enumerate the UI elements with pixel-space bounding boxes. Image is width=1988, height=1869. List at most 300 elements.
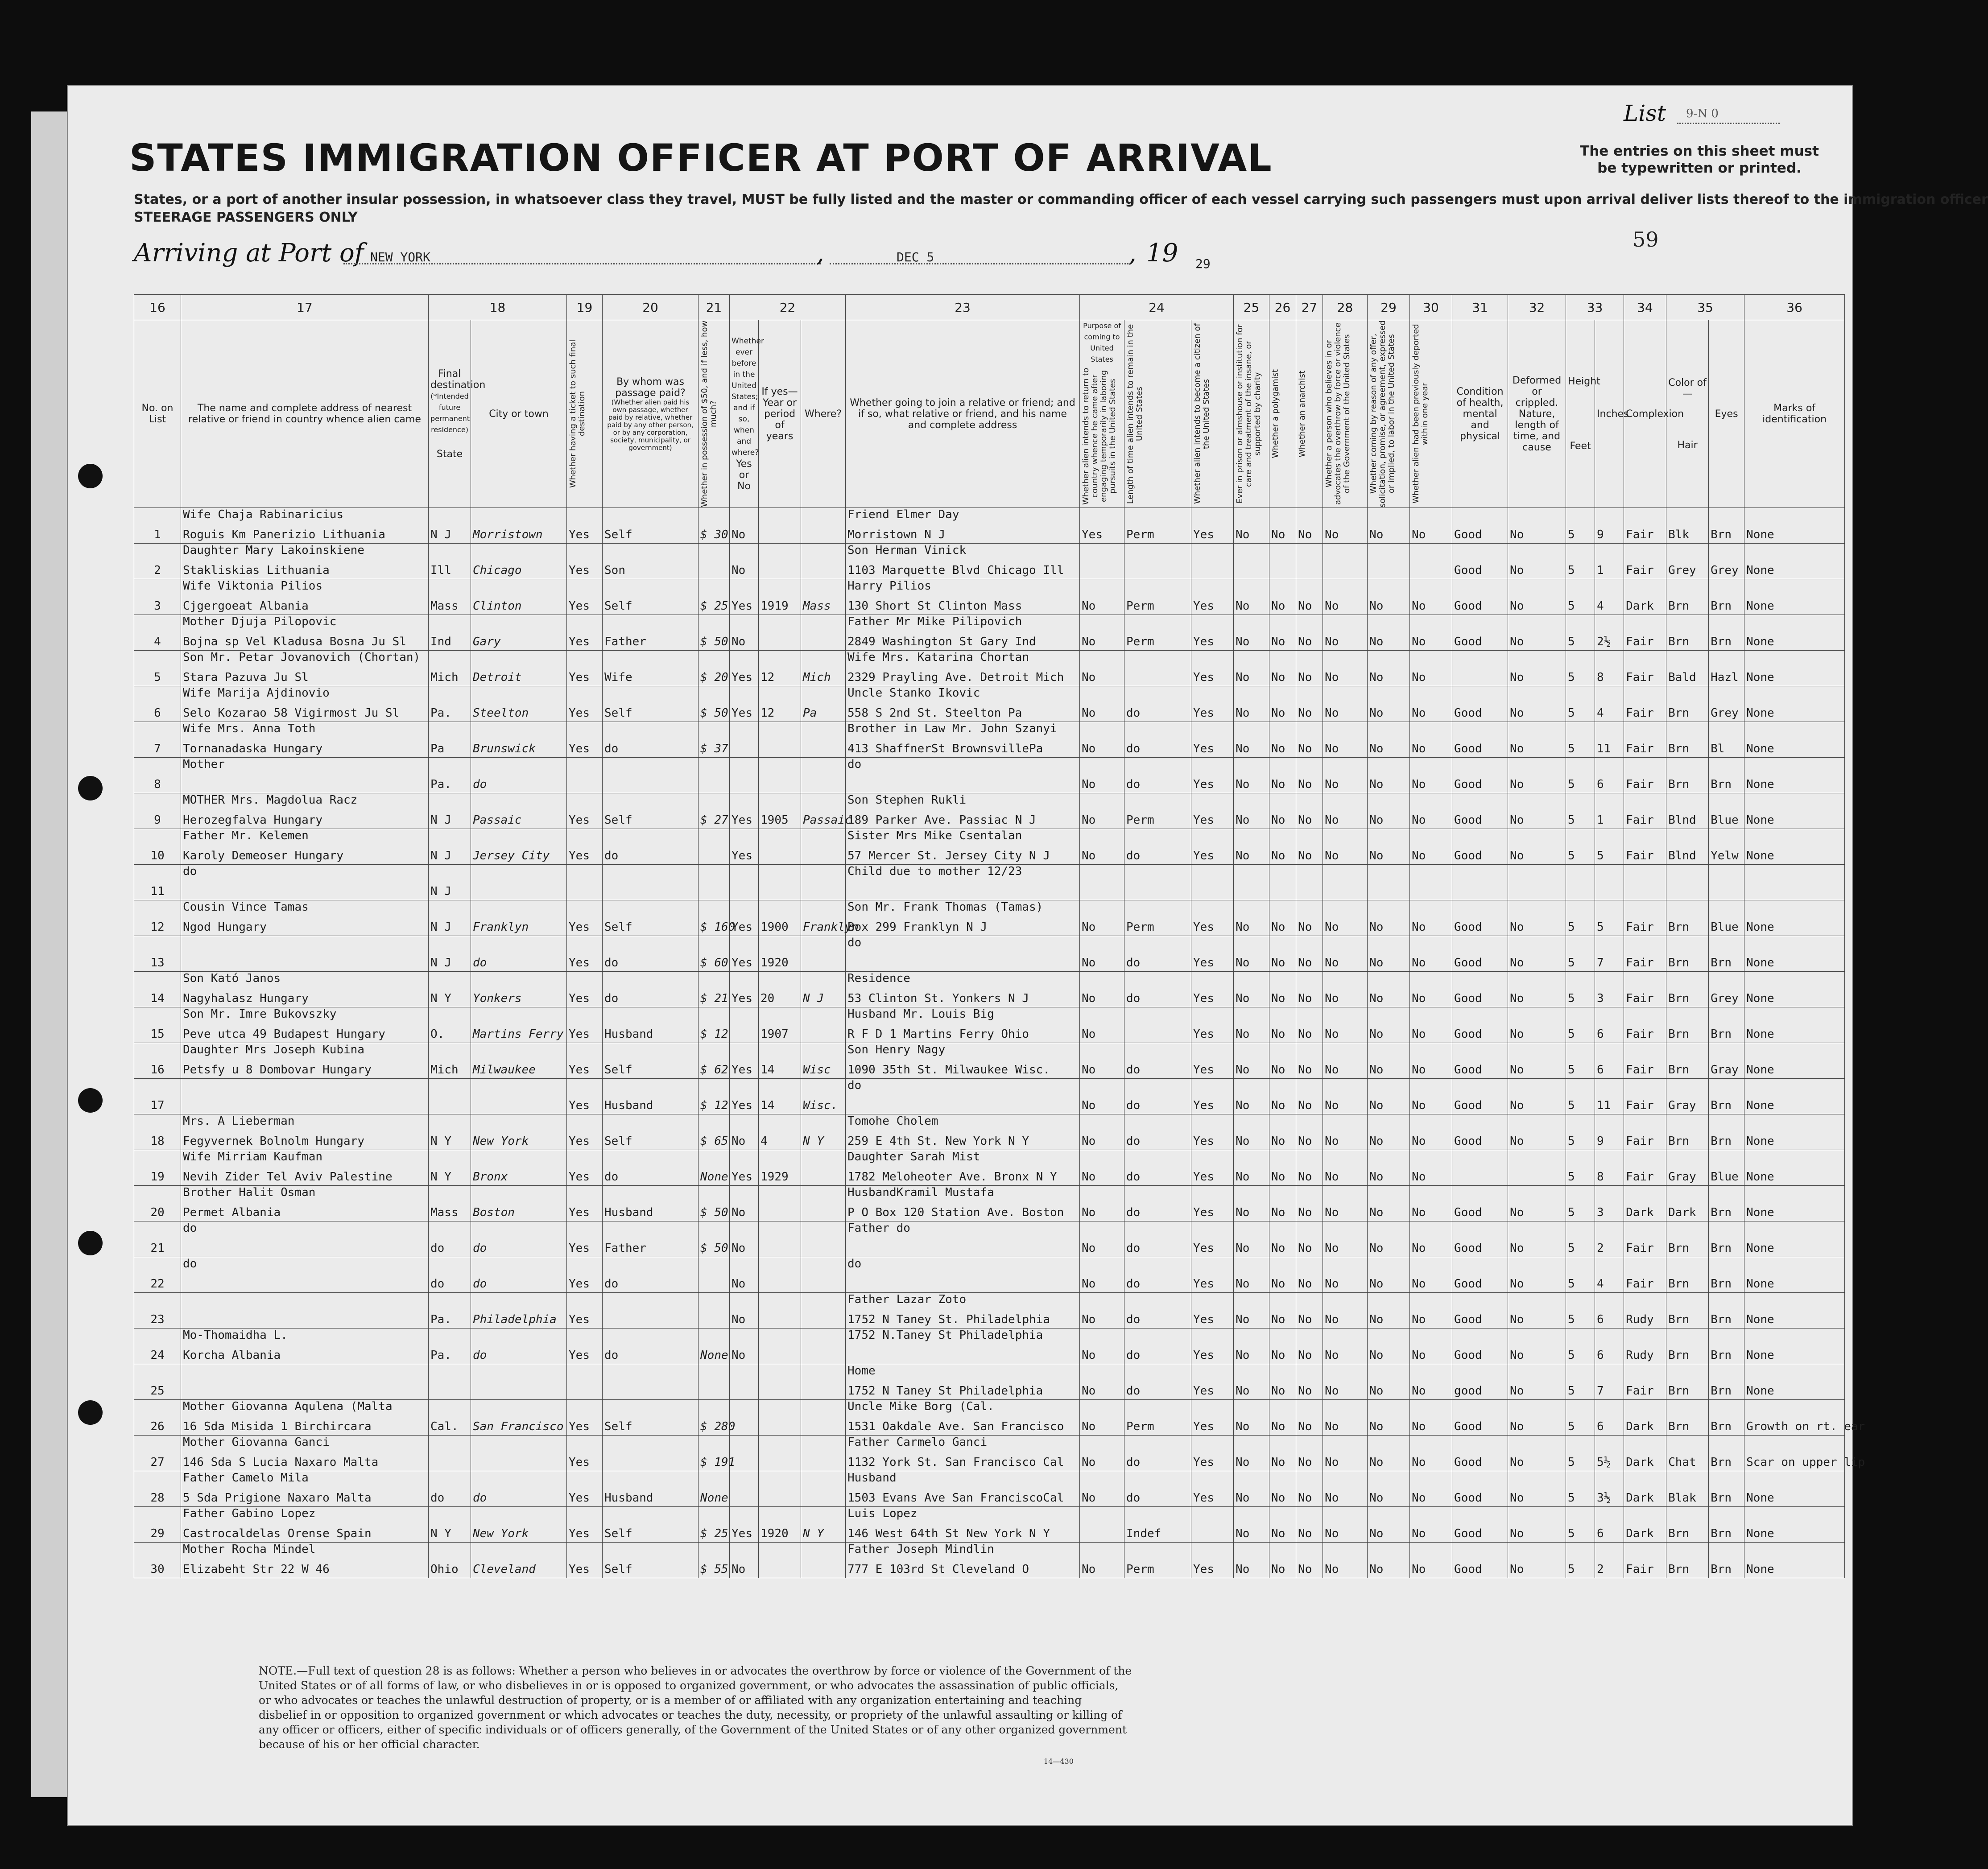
q28-cell: No: [1323, 900, 1368, 936]
years-cell: [759, 865, 801, 900]
typewritten-note: The entries on this sheet must be typewritten or printed.: [1580, 143, 1819, 176]
relative-cell: [181, 1007, 429, 1043]
inches-cell: 9: [1595, 1114, 1624, 1150]
header-color-of: Color of—: [1668, 377, 1707, 400]
marks-cell: None: [1744, 900, 1845, 936]
state-cell: Pa.: [429, 1329, 471, 1364]
anarchist-cell: No: [1296, 1507, 1323, 1543]
state-cell: Pa.: [429, 758, 471, 793]
city-cell: [471, 1436, 567, 1471]
city-cell: Yonkers: [471, 972, 567, 1007]
polygamist-cell: [1269, 544, 1296, 579]
where-cell: [801, 1293, 846, 1329]
money-cell: $ 25: [698, 579, 730, 615]
city-cell: do: [471, 936, 567, 972]
return-cell: No: [1080, 1436, 1124, 1471]
row-number: 18: [134, 1114, 181, 1150]
header-purpose-return: [1080, 320, 1124, 508]
joining-cell: [846, 579, 1080, 615]
paid-by-cell: Self: [603, 686, 698, 722]
return-cell: No: [1080, 1364, 1124, 1400]
feet-cell: 5: [1566, 651, 1595, 686]
row-number: 15: [134, 1007, 181, 1043]
eyes-cell: Brn: [1709, 758, 1744, 793]
money-cell: [698, 544, 730, 579]
year-suffix: 29: [1195, 256, 1211, 271]
relative-line-2: Stara Pazuva Ju Sl: [183, 671, 309, 684]
years-cell: [759, 1293, 801, 1329]
joining-cell: [846, 615, 1080, 651]
hair-cell: [1666, 865, 1709, 900]
joining-cell: [846, 1150, 1080, 1186]
length-cell: do: [1124, 1186, 1191, 1221]
joining-line-1: Father Carmelo Ganci: [847, 1436, 988, 1449]
comma: ,: [1128, 239, 1137, 268]
citizen-cell: Yes: [1191, 1257, 1234, 1293]
complexion-cell: Fair: [1624, 1114, 1666, 1150]
city-cell: Franklyn: [471, 900, 567, 936]
money-cell: $ 50: [698, 1186, 730, 1221]
joining-line-2: 1090 35th St. Milwaukee Wisc.: [847, 1063, 1050, 1077]
joining-line-1: Home: [847, 1364, 876, 1378]
return-cell: No: [1080, 1043, 1124, 1079]
before-cell: Yes: [730, 900, 759, 936]
deformed-cell: No: [1508, 651, 1566, 686]
citizen-cell: Yes: [1191, 758, 1234, 793]
health-cell: Good: [1452, 1079, 1508, 1114]
inches-cell: 5: [1595, 829, 1624, 865]
relative-cell: [181, 1114, 429, 1150]
money-cell: $ 160: [698, 900, 730, 936]
length-cell: Indef: [1124, 1507, 1191, 1543]
header-q28: [1323, 320, 1368, 508]
length-cell: do: [1124, 829, 1191, 865]
marks-cell: None: [1744, 1007, 1845, 1043]
years-cell: 1920: [759, 1507, 801, 1543]
relative-line-2: Stakliskias Lithuania: [183, 564, 330, 577]
complexion-cell: Dark: [1624, 1471, 1666, 1507]
feet-cell: 5: [1566, 1114, 1595, 1150]
joining-line-1: do: [847, 936, 862, 949]
citizen-cell: [1191, 544, 1234, 579]
feet-cell: 5: [1566, 1364, 1595, 1400]
anarchist-cell: [1296, 544, 1323, 579]
polygamist-cell: No: [1269, 829, 1296, 865]
table-row: [134, 651, 1845, 686]
length-cell: do: [1124, 1471, 1191, 1507]
complexion-cell: Fair: [1624, 722, 1666, 758]
complexion-cell: Fair: [1624, 1364, 1666, 1400]
relative-cell: [181, 829, 429, 865]
years-cell: 1929: [759, 1150, 801, 1186]
health-cell: Good: [1452, 936, 1508, 972]
eyes-cell: Brn: [1709, 1293, 1744, 1329]
eyes-cell: Brn: [1709, 1364, 1744, 1400]
row-number: 26: [134, 1400, 181, 1436]
q29-cell: No: [1368, 1186, 1410, 1221]
joining-line-1: HusbandKramil Mustafa: [847, 1186, 994, 1199]
return-cell: No: [1080, 1079, 1124, 1114]
deported-cell: No: [1410, 579, 1452, 615]
money-cell: $ 50: [698, 615, 730, 651]
inches-cell: 6: [1595, 1400, 1624, 1436]
relative-cell: [181, 1471, 429, 1507]
deported-cell: No: [1410, 1400, 1452, 1436]
q29-cell: No: [1368, 793, 1410, 829]
page-title: STATES IMMIGRATION OFFICER AT PORT OF ARRIVAL: [129, 136, 1273, 180]
deported-cell: No: [1410, 1079, 1452, 1114]
relative-line-2: 146 Sda S Lucia Naxaro Malta: [183, 1456, 379, 1469]
years-cell: [759, 1471, 801, 1507]
hair-cell: Grey: [1666, 544, 1709, 579]
q29-cell: No: [1368, 1400, 1410, 1436]
q29-cell: No: [1368, 936, 1410, 972]
paid-by-cell: do: [603, 722, 698, 758]
row-number: 6: [134, 686, 181, 722]
hair-cell: Brn: [1666, 1507, 1709, 1543]
feet-cell: 5: [1566, 758, 1595, 793]
health-cell: Good: [1452, 1043, 1508, 1079]
ticket-cell: Yes: [567, 579, 603, 615]
state-cell: Mass: [429, 579, 471, 615]
eyes-cell: Blue: [1709, 793, 1744, 829]
prison-cell: No: [1234, 1043, 1269, 1079]
years-cell: 14: [759, 1043, 801, 1079]
prison-cell: No: [1234, 1329, 1269, 1364]
health-cell: Good: [1452, 1221, 1508, 1257]
state-cell: N J: [429, 793, 471, 829]
citizen-cell: [1191, 1507, 1234, 1543]
citizen-cell: Yes: [1191, 1364, 1234, 1400]
joining-line-1: Sister Mrs Mike Csentalan: [847, 829, 1022, 842]
prison-cell: No: [1234, 1114, 1269, 1150]
hair-cell: Brn: [1666, 1364, 1709, 1400]
deported-cell: No: [1410, 1150, 1452, 1186]
eyes-cell: Brn: [1709, 1507, 1744, 1543]
relative-line-2: 16 Sda Misida 1 Birchircara: [183, 1420, 372, 1433]
table-row: [134, 1221, 1845, 1257]
q28-cell: No: [1323, 1186, 1368, 1221]
return-cell: No: [1080, 936, 1124, 972]
citizen-cell: Yes: [1191, 936, 1234, 972]
paid-by-cell: Father: [603, 1221, 698, 1257]
anarchist-cell: No: [1296, 579, 1323, 615]
before-cell: [730, 1007, 759, 1043]
complexion-cell: Fair: [1624, 936, 1666, 972]
deformed-cell: No: [1508, 1293, 1566, 1329]
deformed-cell: No: [1508, 1186, 1566, 1221]
relative-cell: [181, 758, 429, 793]
before-cell: No: [730, 1114, 759, 1150]
ticket-cell: [567, 1364, 603, 1400]
anarchist-cell: No: [1296, 793, 1323, 829]
header-passage: [603, 320, 698, 508]
marks-cell: [1744, 865, 1845, 900]
polygamist-cell: No: [1269, 1400, 1296, 1436]
inches-cell: 5½: [1595, 1436, 1624, 1471]
relative-line-1: Father Camelo Mila: [183, 1471, 309, 1485]
health-cell: Good: [1452, 972, 1508, 1007]
city-cell: New York: [471, 1507, 567, 1543]
feet-cell: 5: [1566, 1471, 1595, 1507]
health-cell: [1452, 651, 1508, 686]
complexion-cell: Fair: [1624, 544, 1666, 579]
state-cell: Pa.: [429, 1293, 471, 1329]
colnum: 19: [567, 295, 603, 320]
hair-cell: Brn: [1666, 686, 1709, 722]
relative-line-1: Brother Halit Osman: [183, 1186, 316, 1199]
header-deported: [1410, 320, 1452, 508]
eyes-cell: Yelw: [1709, 829, 1744, 865]
relative-line-2: Permet Albania: [183, 1206, 281, 1219]
prison-cell: No: [1234, 1257, 1269, 1293]
relative-line-1: Son Mr. Petar Jovanovich (Chortan): [183, 651, 421, 664]
q28-cell: No: [1323, 1400, 1368, 1436]
relative-cell: [181, 722, 429, 758]
table-row: [134, 1436, 1845, 1471]
ticket-cell: Yes: [567, 1471, 603, 1507]
marks-cell: Scar on upper lip: [1744, 1436, 1845, 1471]
state-cell: Pa.: [429, 686, 471, 722]
relative-cell: [181, 1364, 429, 1400]
deported-cell: No: [1410, 1257, 1452, 1293]
relative-line-1: Daughter Mrs Joseph Kubina: [183, 1043, 364, 1056]
where-cell: [801, 508, 846, 544]
marks-cell: None: [1744, 1114, 1845, 1150]
q28-cell: No: [1323, 615, 1368, 651]
citizen-cell: Yes: [1191, 722, 1234, 758]
complexion-cell: Rudy: [1624, 1293, 1666, 1329]
city-cell: San Francisco: [471, 1400, 567, 1436]
q29-cell: No: [1368, 1293, 1410, 1329]
q28-cell: No: [1323, 1150, 1368, 1186]
table-row: [134, 686, 1845, 722]
joining-line-2: 413 ShaffnerSt BrownsvillePa: [847, 742, 1043, 755]
joining-line-1: Brother in Law Mr. John Szanyi: [847, 722, 1057, 735]
length-cell: do: [1124, 1293, 1191, 1329]
state-cell: N J: [429, 865, 471, 900]
q29-cell: No: [1368, 1329, 1410, 1364]
where-cell: Passaic: [801, 793, 846, 829]
punch-hole: [78, 776, 103, 800]
complexion-cell: Fair: [1624, 1543, 1666, 1578]
prison-cell: No: [1234, 1293, 1269, 1329]
citizen-cell: Yes: [1191, 1471, 1234, 1507]
polygamist-cell: No: [1269, 1007, 1296, 1043]
relative-cell: [181, 1329, 429, 1364]
marks-cell: None: [1744, 1471, 1845, 1507]
relative-line-2: Nevih Zider Tel Aviv Palestine: [183, 1170, 393, 1184]
years-cell: 1907: [759, 1007, 801, 1043]
before-cell: [730, 722, 759, 758]
deported-cell: No: [1410, 1007, 1452, 1043]
row-number: 3: [134, 579, 181, 615]
where-cell: [801, 1329, 846, 1364]
header-before-where: Where?: [801, 320, 846, 508]
polygamist-cell: No: [1269, 1364, 1296, 1400]
joining-line-1: Husband: [847, 1471, 897, 1485]
polygamist-cell: No: [1269, 615, 1296, 651]
relative-line-1: MOTHER Mrs. Magdolua Racz: [183, 793, 358, 807]
state-cell: N Y: [429, 1114, 471, 1150]
q28-cell: No: [1323, 793, 1368, 829]
q28-cell: No: [1323, 1221, 1368, 1257]
state-cell: Ind: [429, 615, 471, 651]
money-cell: $ 12: [698, 1079, 730, 1114]
before-cell: No: [730, 1221, 759, 1257]
years-cell: 12: [759, 651, 801, 686]
deported-cell: No: [1410, 508, 1452, 544]
inches-cell: 6: [1595, 1007, 1624, 1043]
q28-cell: No: [1323, 508, 1368, 544]
header-length-text: Length of time alien intends to remain in the United States: [1126, 324, 1145, 504]
marks-cell: None: [1744, 722, 1845, 758]
form-number: 14—430: [1044, 1757, 1074, 1766]
deported-cell: No: [1410, 793, 1452, 829]
relative-line-2: Ngod Hungary: [183, 920, 267, 934]
joining-line-2: 2329 Prayling Ave. Detroit Mich: [847, 671, 1064, 684]
deported-cell: No: [1410, 1543, 1452, 1578]
deported-cell: No: [1410, 651, 1452, 686]
relative-line-2: Tornanadaska Hungary: [183, 742, 323, 755]
hair-cell: Brn: [1666, 1400, 1709, 1436]
q28-cell: No: [1323, 1079, 1368, 1114]
paid-by-cell: Self: [603, 1043, 698, 1079]
eyes-cell: Grey: [1709, 972, 1744, 1007]
deported-cell: No: [1410, 1043, 1452, 1079]
hair-cell: Brn: [1666, 972, 1709, 1007]
deported-cell: [1410, 544, 1452, 579]
deformed-cell: No: [1508, 793, 1566, 829]
where-cell: [801, 936, 846, 972]
citizen-cell: Yes: [1191, 1293, 1234, 1329]
eyes-cell: Brn: [1709, 1329, 1744, 1364]
q28-cell: No: [1323, 722, 1368, 758]
where-cell: [801, 544, 846, 579]
money-cell: $ 37: [698, 722, 730, 758]
paid-by-cell: Husband: [603, 1471, 698, 1507]
hair-cell: Brn: [1666, 1543, 1709, 1578]
colnum: 23: [846, 295, 1080, 320]
prison-cell: No: [1234, 579, 1269, 615]
relative-cell: [181, 508, 429, 544]
relative-line-1: Daughter Mary Lakoinskiene: [183, 544, 364, 557]
joining-line-2: 777 E 103rd St Cleveland O: [847, 1563, 1029, 1576]
deformed-cell: No: [1508, 972, 1566, 1007]
money-cell: $ 21: [698, 972, 730, 1007]
relative-cell: [181, 1293, 429, 1329]
table-row: [134, 1079, 1845, 1114]
paid-by-cell: Self: [603, 900, 698, 936]
return-cell: No: [1080, 1007, 1124, 1043]
relative-cell: [181, 1543, 429, 1578]
punch-hole: [78, 1088, 103, 1113]
header-relative: The name and complete address of nearest relative or friend in country whence alien came: [181, 320, 429, 508]
relative-cell: [181, 1400, 429, 1436]
relative-cell: [181, 1221, 429, 1257]
money-cell: None: [698, 1471, 730, 1507]
footnote: NOTE.—Full text of question 28 is as follows: Whether a person who believes in or advocates the overthrow by force or violence of the Government of the United States or of all forms of law, or who disbelieves in or is opposed to organized government, or who advocates the assassination of public officials, or who advocates or teaches the unlawful destruction of property, or is a member of or affiliated with any organization entertaining and teaching disbelief in or opposition to organized government or which advocates or teaches the duty, necessity, or propriety of the unlawful assaulting or killing of any officer or officers, either of specific individuals or of officers generally, of the Government of the United States or of any other organized government because of his or her official character.: [259, 1664, 1132, 1751]
before-cell: [730, 758, 759, 793]
return-cell: No: [1080, 686, 1124, 722]
table-row: [134, 936, 1845, 972]
polygamist-cell: No: [1269, 722, 1296, 758]
return-cell: No: [1080, 1543, 1124, 1578]
eyes-cell: Grey: [1709, 544, 1744, 579]
joining-line-1: Son Mr. Frank Thomas (Tamas): [847, 900, 1043, 914]
row-number: 2: [134, 544, 181, 579]
prison-cell: No: [1234, 1471, 1269, 1507]
years-cell: 1919: [759, 579, 801, 615]
city-cell: Steelton: [471, 686, 567, 722]
deported-cell: No: [1410, 758, 1452, 793]
complexion-cell: Fair: [1624, 972, 1666, 1007]
eyes-cell: Blue: [1709, 1150, 1744, 1186]
joining-line-1: Child due to mother 12/23: [847, 865, 1022, 878]
return-cell: No: [1080, 1114, 1124, 1150]
return-cell: No: [1080, 651, 1124, 686]
return-cell: No: [1080, 829, 1124, 865]
joining-line-2: 1752 N Taney St Philadelphia: [847, 1384, 1043, 1398]
city-cell: Morristown: [471, 508, 567, 544]
city-cell: Cleveland: [471, 1543, 567, 1578]
relative-cell: [181, 793, 429, 829]
money-cell: $ 20: [698, 651, 730, 686]
header-polygamist-text: Whether a polygamist: [1271, 369, 1281, 458]
deformed-cell: No: [1508, 1079, 1566, 1114]
money-cell: $ 60: [698, 936, 730, 972]
prison-cell: No: [1234, 651, 1269, 686]
inches-cell: 4: [1595, 1257, 1624, 1293]
joining-line-1: Daughter Sarah Mist: [847, 1150, 980, 1163]
header-citizen-text: Whether alien intends to become a citizen of the United States: [1193, 323, 1211, 504]
colnum: 31: [1452, 295, 1508, 320]
feet-cell: [1566, 865, 1595, 900]
before-cell: No: [730, 615, 759, 651]
paid-by-cell: [603, 1293, 698, 1329]
deported-cell: No: [1410, 686, 1452, 722]
years-cell: [759, 1436, 801, 1471]
health-cell: Good: [1452, 1471, 1508, 1507]
paid-by-cell: Wife: [603, 651, 698, 686]
anarchist-cell: No: [1296, 829, 1323, 865]
q29-cell: No: [1368, 579, 1410, 615]
eyes-cell: Brn: [1709, 1114, 1744, 1150]
ticket-cell: Yes: [567, 1043, 603, 1079]
anarchist-cell: No: [1296, 1400, 1323, 1436]
relative-line-1: do: [183, 1221, 197, 1235]
joining-line-2: 259 E 4th St. New York N Y: [847, 1135, 1029, 1148]
paid-by-cell: Self: [603, 1400, 698, 1436]
row-number: 28: [134, 1471, 181, 1507]
eyes-cell: Hazl: [1709, 651, 1744, 686]
q29-cell: [1368, 865, 1410, 900]
return-cell: No: [1080, 1257, 1124, 1293]
where-cell: [801, 758, 846, 793]
eyes-cell: Brn: [1709, 1436, 1744, 1471]
header-passage-text: By whom was passage paid?: [615, 376, 686, 399]
state-cell: Ill: [429, 544, 471, 579]
length-cell: [1124, 865, 1191, 900]
table-row: [134, 615, 1845, 651]
joining-cell: [846, 972, 1080, 1007]
paid-by-cell: do: [603, 1257, 698, 1293]
q29-cell: No: [1368, 1507, 1410, 1543]
deformed-cell: No: [1508, 900, 1566, 936]
feet-cell: 5: [1566, 722, 1595, 758]
table-row: [134, 972, 1845, 1007]
joining-cell: [846, 1007, 1080, 1043]
